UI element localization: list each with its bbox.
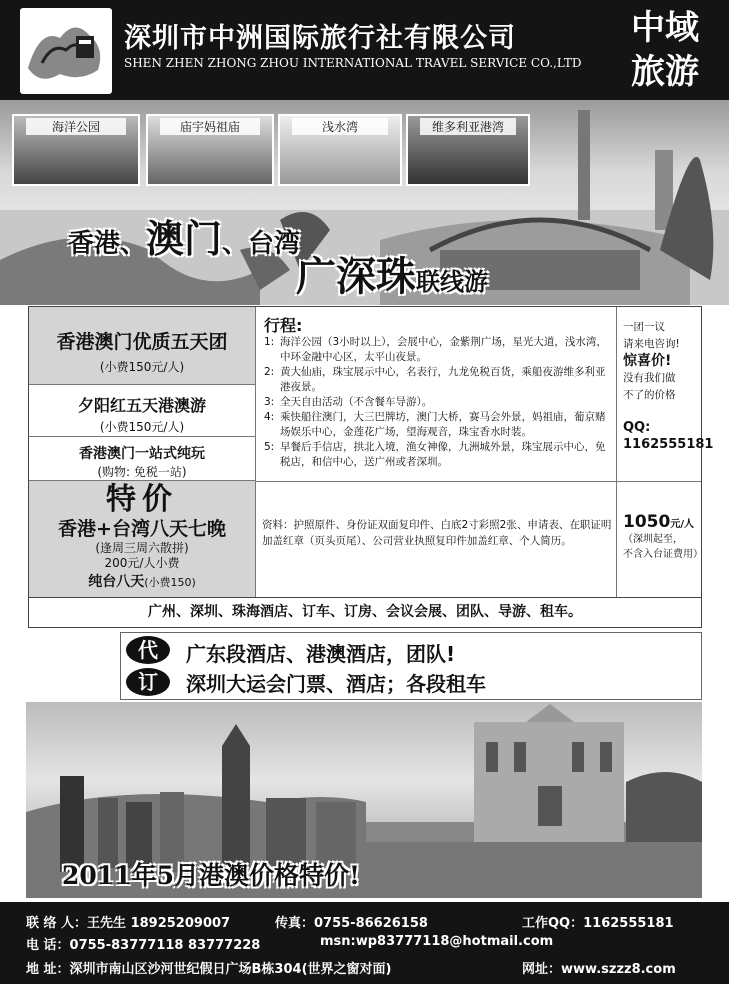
photo-victoria-harbour (406, 114, 530, 186)
itinerary-title: 行程: (264, 316, 303, 335)
slogan-main: 广深珠联线游 (296, 254, 488, 300)
badge-dai: 代 (126, 636, 170, 664)
promo-caption: 2011年5月港澳价格特价! (62, 861, 360, 890)
special-note-1: (逢周三周六散拼) (95, 541, 189, 555)
agency-line-1: 广东段酒店、港澳酒店，团队! (186, 642, 456, 666)
photo-caption: 庙宇妈祖庙 (160, 118, 259, 135)
header (0, 0, 729, 100)
company-name: 深圳市中洲国际旅行社有限公司 (124, 23, 516, 54)
pricing-panel (617, 307, 714, 597)
tour-note: (小费150元/人) (99, 360, 185, 374)
special-title-2: 纯台八天(小费150) (88, 574, 196, 590)
itinerary-panel (255, 307, 617, 597)
brand-name (615, 6, 715, 94)
hero-banner (0, 100, 729, 305)
website: 网址：www.szzz8.com (522, 962, 676, 977)
tour-title: 香港澳门优质五天团 (56, 331, 228, 353)
itinerary-item: 1: 海洋公园（3小时以上），会展中心，金紫荆广场，星光大道，浅水湾，中环金融中心区，太平山夜景。 (264, 336, 607, 363)
divider (617, 481, 701, 482)
itinerary-list (264, 335, 614, 470)
work-qq: 工作QQ：1162555181 (522, 916, 674, 931)
photo-caption: 维多利亚港湾 (420, 118, 516, 135)
documents-required: 资料：护照原件、身份证双面复印件、白底2寸彩照2张、申请表、在职证明加盖红章（页头页尾）、公司营业执照复印件加盖红章、个人简历。 (262, 519, 612, 547)
itinerary-item: 3: 全天自由活动（不含餐车导游）。 (264, 396, 433, 408)
itinerary-item: 5: 早餐后手信店，拱北入境，渔女神像，九洲城外景，珠宝展示中心，免税店，和信中心，送广州或者深圳。 (264, 441, 606, 468)
badge-ding: 订 (126, 668, 170, 696)
tour-table (28, 306, 714, 598)
qq-contact: QQ: 1162555181 (623, 420, 714, 452)
tour-sunset-5day (29, 385, 255, 437)
special-note-2: 200元/人小费 (104, 556, 180, 570)
agency-badge (126, 636, 170, 700)
brand-line-2: 旅游 (631, 52, 699, 92)
photo-caption: 浅水湾 (292, 118, 388, 135)
macau-skyline-photo (26, 702, 702, 898)
phone-numbers: 电 话：0755-83777118 83777228 (26, 938, 261, 953)
consult-info: 一团一议 请来电咨询! 惊喜价! 没有我们做 不了的价格 (623, 321, 680, 401)
tour-special (29, 481, 255, 597)
divider (256, 481, 616, 482)
agency-line-2: 深圳大运会门票、酒店；各段租车 (186, 672, 486, 696)
contact-footer (0, 902, 729, 984)
photo-caption: 海洋公园 (26, 118, 125, 135)
photo-ocean-park (12, 114, 140, 186)
tour-note: (小费150元/人) (99, 420, 185, 434)
special-label: 特价 (106, 482, 178, 517)
services-line: 广州、深圳、珠海酒店、订车、订房、会议会展、团队、导游、租车。 (28, 598, 702, 628)
tour-title: 香港澳门一站式纯玩 (79, 446, 205, 462)
special-title: 香港+台湾八天七晚 (58, 518, 226, 540)
photo-temple (146, 114, 274, 186)
address: 地 址：深圳市南山区沙河世纪假日广场B栋304(世界之窗对面) (26, 962, 392, 977)
brand-line-1: 中域 (631, 8, 699, 48)
tour-hk-macau-5day (29, 307, 255, 385)
fax-number: 传真：0755-86626158 (275, 916, 428, 931)
itinerary-item: 4: 乘快船往澳门，大三巴牌坊，澳门大桥，赛马会外景，妈祖庙，葡京赌场娱乐中心，金莲花广场，望海观音，珠宝香水时装。 (264, 411, 606, 438)
tour-note: (购物: 免税一站) (97, 465, 187, 479)
ink-landscape-logo-icon (20, 8, 112, 94)
special-price: 1050元/人 （深圳起至， 不含入台证费用） (623, 512, 703, 560)
tour-one-stop (29, 437, 255, 481)
contact-person: 联 络 人：王先生 18925209007 (26, 916, 231, 931)
company-name-en: SHEN ZHEN ZHONG ZHOU INTERNATIONAL TRAVEL SERVICE CO.,LTD (124, 56, 582, 70)
slogan-regions: 香港、澳门、台湾 (68, 217, 301, 261)
msn-contact: msn:wp83777118@hotmail.com (320, 934, 554, 949)
tour-list (29, 307, 255, 597)
itinerary-item: 2: 黄大仙庙，珠宝展示中心，名表行，九龙免税百货，乘船夜游维多利亚港夜景。 (264, 366, 606, 393)
tour-title: 夕阳红五天港澳游 (77, 396, 206, 415)
photo-repulse-bay (278, 114, 402, 186)
